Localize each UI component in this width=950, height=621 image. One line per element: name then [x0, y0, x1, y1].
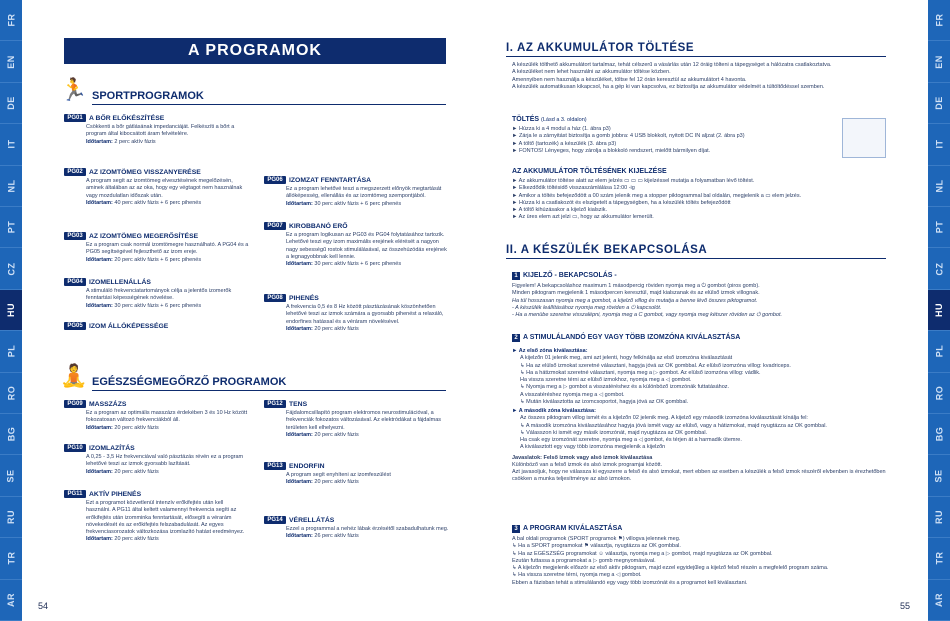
program-title-text: AZ IZOMTÖMEG VISSZANYERÉSE: [89, 168, 201, 176]
text-line: Ha túl hosszasan nyomja meg a gombot, a kijelző villog és mutatja a benne lévő összes piktogramot.: [512, 297, 758, 304]
program-description: Csökkenti a bőr gátlásának impedanciáját. Felkészíti a bőrt a program által kibocsátott áram felvételére.: [86, 124, 235, 138]
program-title-text: TENS: [289, 400, 308, 408]
program-pg08: [264, 294, 449, 332]
text-line: A visszatéréshez nyomja meg a ◁ gombot.: [520, 391, 625, 398]
lang-tab-ru[interactable]: [928, 497, 950, 538]
text-line: A kiválasztott egy vagy több izomzóna megjelenik a kijelzőn: [520, 444, 666, 451]
programs-banner: A PROGRAMOK: [64, 38, 446, 64]
lang-tab-label: HU: [6, 303, 16, 318]
language-tabs-right: [928, 0, 950, 621]
lang-tab-se[interactable]: [928, 455, 950, 496]
program-duration: Időtartam: 20 perc aktív fázis: [286, 325, 359, 332]
program-duration: Időtartam: 20 perc aktív fázis: [86, 536, 159, 543]
lang-tab-hu[interactable]: [0, 290, 22, 331]
step-3-text: [512, 536, 892, 587]
lang-tab-label: EN: [5, 54, 16, 69]
lang-tab-label: BG: [6, 427, 16, 442]
lang-tab-de[interactable]: [0, 83, 22, 124]
program-description: A 0,25 - 3,5 Hz frekvenciával való pásztázás révén ez a program lehetővé teszi az izmok gyorsabb lazítását.: [86, 454, 244, 468]
step-2-text: [512, 346, 892, 484]
program-duration: Időtartam: 30 perc aktív fázis + 6 perc pihenés: [286, 261, 402, 267]
program-title: [64, 322, 249, 330]
lang-tab-ru[interactable]: [0, 497, 22, 538]
program-description: A program segít az izomtömeg elvesztésének megelőzésén, aminek általában az az oka, hogy egy végtagot nem használnak vagy mozdulatlan időszak után.: [86, 178, 243, 199]
lang-tab-ar[interactable]: [928, 580, 950, 621]
program-code-badge: PG03: [64, 232, 86, 240]
text-line: ↳ Nyomja meg a ▷ gombot a visszatéréshez és a különböző izomzónák futtatásához.: [520, 384, 730, 391]
text-line: Ebben a fázisban tehát a stimulálandó egy vagy több izomzónát és a programot kell kiválasztani.: [512, 579, 748, 586]
lang-tab-it[interactable]: [928, 124, 950, 165]
text-line: ► Elkezdődik töltésidő visszaszámlálása 12:00 -ig: [512, 185, 635, 192]
lang-tab-fr[interactable]: [928, 0, 950, 41]
lang-tab-en[interactable]: [0, 41, 22, 82]
sub-heading: ► A második zóna kiválasztása:: [512, 408, 596, 414]
program-code-badge: PG07: [264, 222, 286, 230]
program-pg09: [64, 400, 249, 431]
program-code-badge: PG04: [64, 278, 86, 286]
text-line: Ezután futtassa a programokat a ▷ gomb megnyomásával.: [512, 557, 656, 564]
program-code-badge: PG09: [64, 400, 86, 408]
text-line: ► Húzza ki a csatlakozót és elszigetelt a tápegységben, ha a készülék töltés befejeződött: [512, 199, 731, 206]
charging-list: [512, 126, 832, 155]
lang-tab-label: AR: [6, 592, 16, 607]
program-title: [64, 444, 249, 452]
text-line: Ha csak egy izomzónát szeretne, nyomja meg a ◁ gombot, és térjen át a harmadik ütemre.: [520, 437, 742, 443]
lang-tab-ro[interactable]: [0, 373, 22, 414]
text-line: Amennyiben nem használja a készüléket, töltse fel 12 órán keresztül az akkumulátort 4 havonta.: [512, 76, 747, 83]
text-line: ↳ Válasszon ki ismét egy másik izomzónát, majd nyugtázza az OK gombbal.: [520, 429, 708, 436]
lang-tab-nl[interactable]: [928, 166, 950, 207]
lang-tab-label: NL: [934, 179, 944, 193]
text-line: A kijelzőn 01 jelenik meg, ami azt jelenti, hogy felkínálja az első izomzóna kiválasztását: [520, 355, 733, 362]
lang-tab-label: RU: [6, 510, 16, 525]
text-line: ► Az akkumulátor töltése alatt az elem jelzés ▭ ▭ ▭ kijelzéssel mutatja a folyamatban lévő töltést.: [512, 178, 755, 184]
program-title-text: PIHENÉS: [289, 294, 319, 302]
text-line: ↳ Ha az elülső izmokat szeretné választani, hagyja jóvá az OK gombbal. Az elülső izomzóna villog: kvadriceps.: [520, 362, 791, 369]
program-code-badge: PG02: [64, 168, 86, 176]
text-line: ↳ Mután kiválasztotta az izomcsoportot, hagyja jóvá az OK gombbal.: [520, 398, 689, 405]
program-title-text: IZOMELLENÁLLÁS: [89, 278, 151, 286]
program-duration: Időtartam: 20 perc aktív fázis: [86, 468, 159, 475]
lang-tab-label: HU: [934, 303, 944, 318]
text-line: Ha vissza szeretne térni az elülső izmokhoz, nyomja meg a ◁ gombot.: [520, 377, 692, 383]
program-title: [264, 400, 449, 408]
program-title: [64, 232, 249, 240]
lang-tab-label: SE: [5, 469, 16, 483]
lang-tab-label: NL: [6, 179, 16, 193]
program-description: A stimuláló frekvenciatartományok célja a jelentős izomerők fenntartási képességének növelése.: [86, 288, 232, 302]
lang-tab-label: RO: [934, 385, 944, 401]
lang-tab-nl[interactable]: [0, 166, 22, 207]
program-title-text: IZOM ÁLLÓKÉPESSÉGE: [89, 322, 169, 330]
lang-tab-label: CZ: [934, 262, 944, 276]
lang-tab-ro[interactable]: [928, 373, 950, 414]
program-title-text: A BŐR ELŐKÉSZÍTÉSE: [89, 114, 165, 122]
program-title: [64, 114, 249, 122]
program-description: Ez a program lehetővé teszi a megszerzett előnyök megtartását állóképesség, ellenállás és az izomtömeg szempontjából.: [286, 186, 442, 200]
program-description: Ez a program csak normál izomtömegre használható. A PG04 és a PG05 segítségével fejleszthető az izom ereje.: [86, 242, 249, 256]
program-pg01: [64, 114, 249, 145]
lang-tab-label: PT: [5, 220, 16, 234]
program-title: [64, 168, 249, 176]
program-duration: Időtartam: 20 perc aktív fázis: [86, 424, 159, 431]
program-code-badge: PG13: [264, 462, 286, 470]
lang-tab-pl[interactable]: [0, 331, 22, 372]
lang-tab-fr[interactable]: [0, 0, 22, 41]
program-title: [64, 490, 249, 498]
text-line: ↳ Ha vissza szeretne térni, nyomja meg a ◁ gombot.: [512, 572, 642, 579]
program-description: A frekvencia 0,5 és 8 Hz között pásztázásának köszönhetően lehetővé teszi az izmok számára a gyorsabb pihenést a relaxáló, endorfines hatással és a véráram növelésével.: [286, 304, 444, 325]
program-pg14: [264, 516, 449, 539]
program-title: [264, 462, 449, 470]
text-line: ↳ Ha az EGÉSZSÉG programokat ☺ választja, nyomja meg a ▷ gombot, majd nyugtázza az OK gombbal.: [512, 550, 773, 557]
lang-tab-label: TR: [6, 551, 16, 565]
text-line: ► Húzza ki a 4 modul a ház (1. ábra p3): [512, 126, 611, 132]
program-title-text: AKTÍV PIHENÉS: [89, 490, 142, 498]
program-pg02: [64, 168, 249, 206]
section-1-text: [512, 62, 892, 91]
text-line: A készülék automatikusan kikapcsol, ha a gép ki van kapcsolva, ez biztosítja az akkumulátor védelmét a túltöltődéssel szemben.: [512, 83, 825, 90]
program-title: [264, 222, 449, 230]
suggestions-heading: Javaslatok: Felső izmok vagy alsó izmok kiválasztása: [512, 454, 653, 461]
lang-tab-pl[interactable]: [928, 331, 950, 372]
section-2-title: II. A KÉSZÜLÉK BEKAPCSOLÁSA: [506, 244, 886, 259]
device-image: [842, 118, 886, 158]
program-duration: Időtartam: 20 perc aktív fázis + 6 perc pihenés: [86, 256, 202, 263]
program-duration: Időtartam: 26 perc aktív fázis: [286, 533, 359, 540]
program-duration: Időtartam: 30 perc aktív fázis + 6 perc pihenés: [86, 302, 202, 309]
lang-tab-label: IT: [6, 139, 16, 149]
lang-tab-bg[interactable]: [0, 414, 22, 455]
program-pg06: [264, 176, 449, 207]
program-pg07: [264, 222, 449, 267]
step-2-heading: 2 A STIMULÁLANDÓ EGY VAGY TÖBB IZOMZÓNA KIVÁLASZTÁSA: [512, 334, 740, 342]
program-description: Ez a program az optimális masszázs érdekében 3 és 10 Hz között fokozatosan változó frekvenciákból áll.: [86, 410, 248, 424]
lang-tab-tr[interactable]: [0, 538, 22, 579]
text-line: Az összes piktogram villog ismét és a kijelzőn 02 jelenik meg. A kijelző egy második izomzóna kiválasztását kínálja fel:: [520, 415, 808, 422]
program-code-badge: PG08: [264, 294, 286, 302]
program-pg04: [64, 278, 249, 309]
page-number-right: 55: [900, 601, 911, 611]
lang-tab-cz[interactable]: [0, 248, 22, 289]
program-title: [264, 176, 449, 184]
program-pg10: [64, 444, 249, 475]
lang-tab-pt[interactable]: [0, 207, 22, 248]
lang-tab-label: FR: [6, 13, 16, 27]
step-1-heading: 1 KIJELZŐ - BEKAPCSOLÁS -: [512, 272, 617, 280]
text-line: A bal oldali programok (SPORT programok ⚑) villogva jelennek meg.: [512, 536, 681, 542]
language-tabs-left: [0, 0, 22, 621]
program-code-badge: PG01: [64, 114, 86, 122]
charging-heading: TÖLTÉS (Lásd a 3. oldalon): [512, 116, 587, 123]
text-line: ► Zárja le a zárnyitást biztosítja a gomb jobbra: 4 USB blokkolt, nyitott DC IN aljzat (2. ábra p3): [512, 133, 745, 140]
text-line: Minden piktogram megjelenik 1 másodpercen keresztül, majd kialszanak és az elülső izmok villognak.: [512, 290, 760, 297]
lang-tab-tr[interactable]: [928, 538, 950, 579]
section-1-title: I. AZ AKKUMULÁTOR TÖLTÉSE: [506, 42, 886, 57]
lang-tab-de[interactable]: [928, 83, 950, 124]
text-line: - A készülék leállításához nyomja meg röviden a ⏻ kapcsolót.: [512, 304, 662, 311]
program-title: [64, 278, 249, 286]
text-line: ► A töltő kihúzásakor a kijelző kialszik.: [512, 207, 608, 213]
runner-icon: 🏃: [60, 77, 88, 102]
program-code-badge: PG14: [264, 516, 286, 524]
program-pg03: [64, 232, 249, 263]
text-line: ► FONTOS! Lényeges, hogy zárolja a blokkoló rendszert, mielőtt bármilyen díjat.: [512, 147, 711, 154]
lang-tab-label: FR: [934, 13, 944, 27]
program-title-text: AZ IZOMTÖMEG MEGERŐSÍTÉSE: [89, 232, 199, 240]
lang-tab-label: RU: [934, 510, 944, 525]
program-description: Ezt a programot közvetlenül intenzív erőkifejtés után kell használni. A PG11 által keltett valamennyi frekvencia segíti az erőkifejtés után izomminka fenntartását, elősegíti a vérarám növekedését és az erőkifejtés felszabadulását. Az egyes frekvenciasorozatok változkozása izomlazító hatást eredményez.: [86, 500, 245, 535]
text-line: ↳ Ha a SPORT programokat ⚑ választja, nyugtázza az OK gombbal.: [512, 543, 681, 550]
program-title: [64, 400, 249, 408]
text-line: - Ha a menübe szeretne visszalépni, nyomja meg a C gombot, vagy nyomja meg kétszer röviden az ⏻ gombot.: [512, 312, 783, 318]
lang-tab-se[interactable]: [0, 455, 22, 496]
program-pg12: [264, 400, 449, 438]
program-title-text: MASSZÁZS: [89, 400, 127, 408]
program-title-text: VÉRELLÁTÁS: [289, 516, 335, 524]
program-duration: Időtartam: 30 perc aktív fázis + 6 perc pihenés: [286, 200, 402, 207]
page-number-left: 54: [38, 601, 49, 611]
lang-tab-label: IT: [934, 139, 944, 149]
text-line: Azt javasoljuk, hogy ne válassza ki egyszerre a felső és alsó izmokat, mert ebben az esetben a készülék a felső izmok részéről elvbenben is érezhetőben csökken a munka teljesítménye az alsó izmokon.: [512, 469, 886, 483]
program-duration: Időtartam: 2 perc aktív fázis: [86, 138, 156, 145]
program-pg11: [64, 490, 249, 542]
health-section-title: EGÉSZSÉGMEGŐRZŐ PROGRAMOK: [92, 376, 446, 391]
lang-tab-ar[interactable]: [0, 580, 22, 621]
text-line: Figyelem! A bekapcsoláshoz maximum 1 másodpercig röviden nyomja meg a ⏻ gombot (piros gomb).: [512, 283, 760, 289]
program-description: A program segít enyhíteni az izomfeszülést: [286, 472, 391, 478]
program-code-badge: PG11: [64, 490, 86, 498]
sport-section-title: SPORTPROGRAMOK: [92, 90, 446, 105]
lang-tab-label: TR: [934, 551, 944, 565]
battery-display-list: [512, 178, 892, 222]
program-description: Ezzel a programmal a nehéz lábak érzésétől szabadulhatunk meg.: [286, 526, 449, 532]
program-title: [264, 294, 449, 302]
program-code-badge: PG12: [264, 400, 286, 408]
step-1-notes: [512, 298, 892, 320]
battery-display-heading: AZ AKKUMULÁTOR TÖLTÉSÉNEK KIJELZÉSE: [512, 168, 667, 175]
text-line: ↳ A kijelzőn megjelenik először az első aktív piktogram, majd ezzel egyidejűleg a kijelző felső részén a megfelelő program száma.: [512, 565, 829, 571]
text-line: A készüléket nem lehet használni az akkumulátor töltése közben.: [512, 69, 671, 76]
program-pg13: [264, 462, 449, 485]
text-line: Különböző van a felső izmok és alsó izmok programjai között.: [512, 461, 663, 468]
text-line: ↳ A második izomzóna kiválasztásához hagyja jóvá ismét vagy az elülső, vagy a hátizmokat, majd nyugtázza az OK gombbal.: [520, 422, 827, 429]
program-pg05: [64, 322, 249, 332]
text-line: ► Az üres elem azt jelzi ▭, hogy az akkumulátor lemerült.: [512, 214, 654, 221]
program-title-text: ENDORFIN: [289, 462, 325, 470]
lang-tab-label: PT: [933, 220, 944, 234]
program-code-badge: PG06: [264, 176, 286, 184]
text-line: ► A töltő (tartozék) a készülék (3. ábra p3): [512, 140, 617, 147]
program-duration: Időtartam: 20 perc aktív fázis: [286, 431, 359, 438]
meditation-icon: 🧘: [60, 363, 88, 388]
lang-tab-en[interactable]: [928, 41, 950, 82]
text-line: A készülék tölthető akkumulátort tartalmaz, tehát célszerű a vásárlás után 12 óráig tölteni a tápegységet a hálózatra csatlakoztatva.: [512, 62, 832, 68]
program-title-text: IZOMLAZÍTÁS: [89, 444, 135, 452]
lang-tab-label: AR: [934, 592, 944, 607]
lang-tab-hu[interactable]: [928, 290, 950, 331]
step-1-text: [512, 283, 892, 319]
program-duration: Időtartam: 40 perc aktív fázis + 6 perc pihenés: [86, 199, 202, 206]
program-description: Ez a program logikusan az PG03 és PG04 folytatásához tartozik. Lehetővé teszi egy izom maximális erejének elérését a nagyon nagy sebességű rostok stimulálásával, az összehúzódás erejének a legnagyobbnak kell lennie.: [286, 232, 447, 260]
program-title-text: IZOMZAT FENNTARTÁSA: [289, 176, 372, 184]
step-3-heading: 3 A PROGRAM KIVÁLASZTÁSA: [512, 525, 622, 533]
lang-tab-pt[interactable]: [928, 207, 950, 248]
program-code-badge: PG05: [64, 322, 86, 330]
lang-tab-label: PL: [933, 345, 944, 358]
lang-tab-label: CZ: [6, 262, 16, 276]
program-title: [264, 516, 449, 524]
text-line: ► Amikor a töltés befejeződött a 00 szám jelenik meg a stopper piktogrammal bal oldalán, megjelenik a ▭ elem jelzés.: [512, 192, 802, 199]
program-title-text: KIROBBANÓ ERŐ: [289, 222, 348, 230]
program-duration: Időtartam: 20 perc aktív fázis: [286, 479, 359, 486]
lang-tab-label: PL: [5, 345, 16, 358]
lang-tab-label: SE: [933, 469, 944, 483]
lang-tab-label: BG: [934, 427, 944, 442]
lang-tab-label: DE: [5, 96, 16, 110]
lang-tab-cz[interactable]: [928, 248, 950, 289]
lang-tab-label: DE: [933, 96, 944, 110]
lang-tab-it[interactable]: [0, 124, 22, 165]
program-code-badge: PG10: [64, 444, 86, 452]
lang-tab-bg[interactable]: [928, 414, 950, 455]
program-description: Fájdalomcsillapító program elektromos neurostimulációval, a frekvenciák fokozatos változásával. Az elektródákat a fájdalmas területen kell elhelyezni.: [286, 410, 441, 431]
lang-tab-label: EN: [933, 54, 944, 69]
lang-tab-label: RO: [6, 385, 16, 401]
text-line: ↳ Ha a hátizmokat szeretné választani, nyomja meg a ▷ gombot. Az elülső izomzóna villog: vádlik.: [520, 369, 761, 376]
sub-heading: ► Az első zóna kiválasztása:: [512, 348, 588, 354]
